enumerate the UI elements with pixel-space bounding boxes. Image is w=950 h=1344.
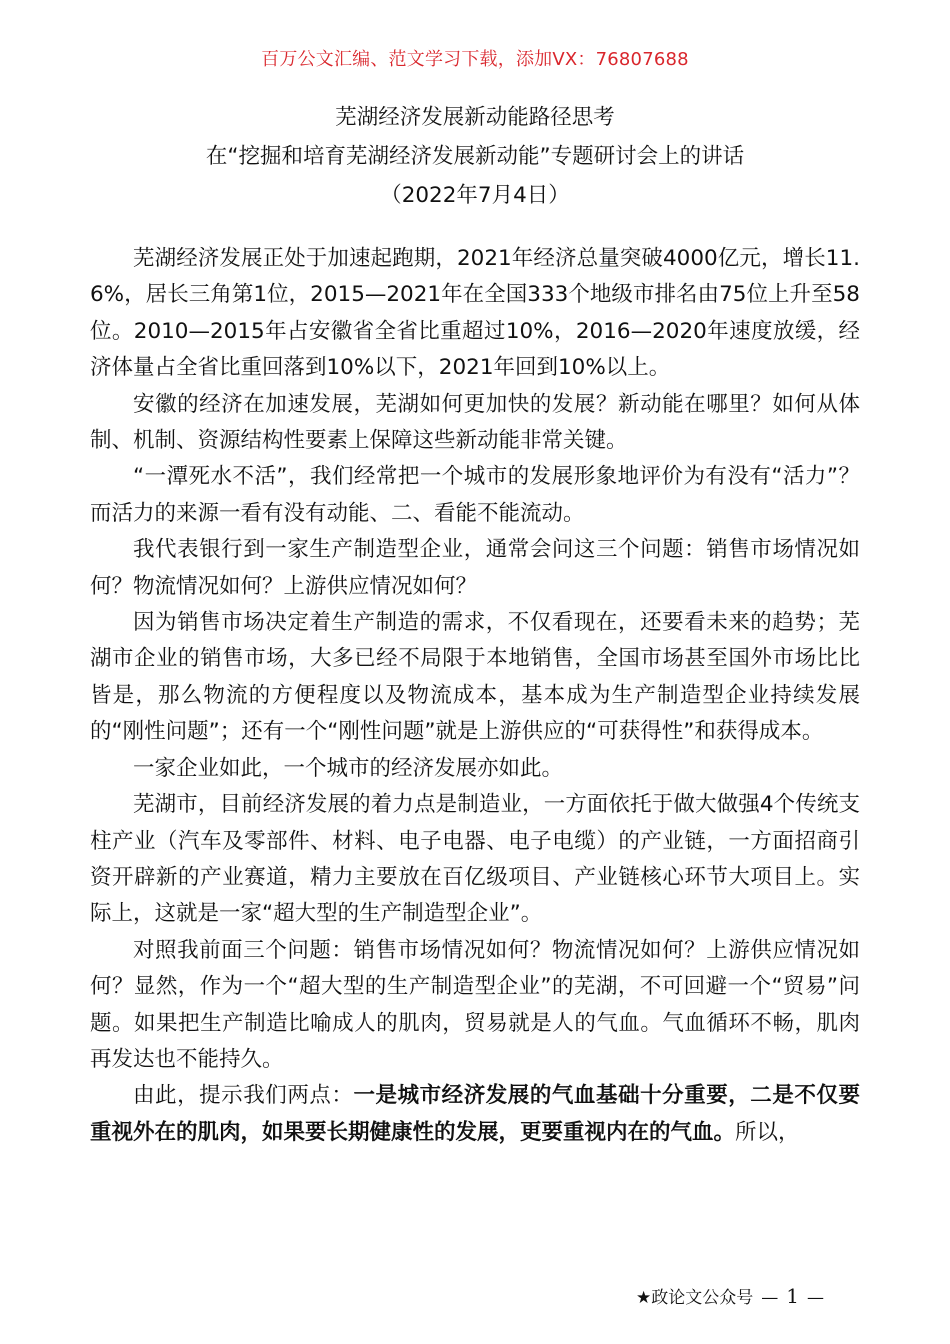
footer-dash-right: — xyxy=(807,1288,824,1308)
document-header xyxy=(0,98,950,215)
document-body xyxy=(90,241,860,1151)
paragraph-1: 芜湖经济发展正处于加速起跑期，2021年经济总量突破4000亿元，增长11.6%，居长三角第1位，2015—2021年在全国333个地级市排名由75位上升至58位。2010—2015年占安徽省全省比重超过10%，2016—2020年速度放缓，经济体量占全省比重回落到10%以下，2021年回到10%以上。 xyxy=(90,246,860,381)
paragraph-3: “一潭死水不活”，我们经常把一个城市的发展形象地评价为有没有“活力”？而活力的来源一看有没有动能、二、看能不能流动。 xyxy=(90,464,860,526)
paragraph-2: 安徽的经济在加速发展，芜湖如何更加快的发展？新动能在哪里？如何从体制、机制、资源结构性要素上保障这些新动能非常关键。 xyxy=(90,391,860,454)
paragraph-8: 对照我前面三个问题：销售市场情况如何？物流情况如何？上游供应情况如何？显然，作为一个“超大型的生产制造型企业”的芜湖，不可回避一个“贸易”问题。如果把生产制造比喻成人的肌肉，贸易就是人的气血。气血循环不畅，肌肉再发达也不能持久。 xyxy=(90,937,860,1072)
document-date: （2022年7月4日） xyxy=(380,183,570,208)
paragraph-9-emphasis: 一是城市经济发展的气血基础十分重要，二是不仅要重视外在的肌肉，如果要长期健康性的发展，更要重视内在的气血。 xyxy=(90,1083,860,1145)
paragraph-7: 芜湖市，目前经济发展的着力点是制造业，一方面依托于做大做强4个传统支柱产业（汽车及零部件、材料、电子电器、电子电缆）的产业链，一方面招商引资开辟新的产业赛道，精力主要放在百亿级项目、产业链核心环节大项目上。实际上，这就是一家“超大型的生产制造型企业”。 xyxy=(90,792,860,927)
promo-banner: 百万公文汇编、范文学习下载，添加VX：76807688 xyxy=(261,49,689,70)
paragraph-9-tail: 所以， xyxy=(735,1119,800,1145)
document-subtitle: 在“挖掘和培育芜湖经济发展新动能”专题研讨会上的讲话 xyxy=(205,144,745,169)
paragraph-4: 我代表银行到一家生产制造型企业，通常会问这三个问题：销售市场情况如何？物流情况如何？上游供应情况如何？ xyxy=(90,537,860,599)
paragraph-5: 因为销售市场决定着生产制造的需求，不仅看现在，还要看未来的趋势；芜湖市企业的销售市场，大多已经不局限于本地销售，全国市场甚至国外市场比比皆是，那么物流的方便程度以及物流成本，基本成为生产制造型企业持续发展的“刚性问题”；还有一个“刚性问题”就是上游供应的“可获得性”和获得成本。 xyxy=(90,610,860,745)
page-footer xyxy=(636,1283,832,1311)
footer-source: ★政论文公众号 xyxy=(636,1288,754,1308)
paragraph-9-lead: 由此，提示我们两点： xyxy=(133,1083,354,1109)
page-number: 1 xyxy=(786,1284,799,1308)
footer-dash-left: — xyxy=(761,1288,779,1308)
document-title: 芜湖经济发展新动能路径思考 xyxy=(335,105,615,130)
paragraph-9 xyxy=(90,1078,860,1151)
paragraph-6: 一家企业如此，一个城市的经济发展亦如此。 xyxy=(133,755,564,781)
